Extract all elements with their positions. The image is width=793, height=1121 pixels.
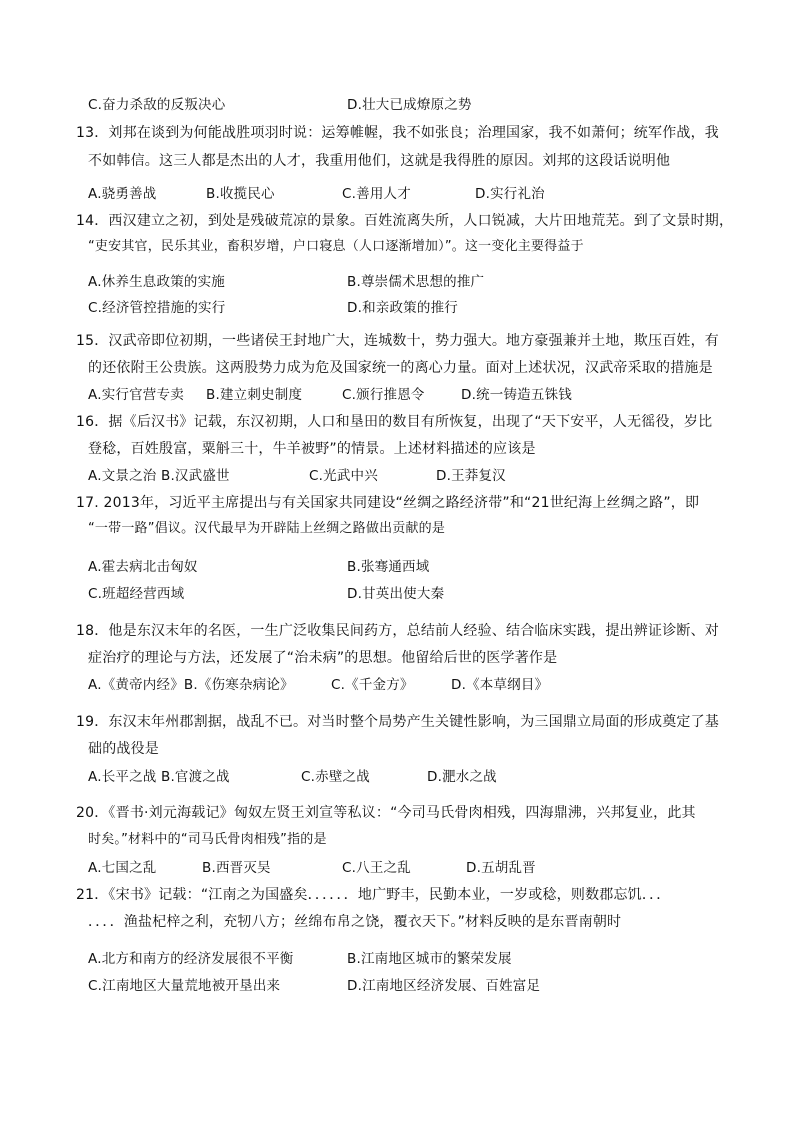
q13-option-d: D.实行礼治 — [475, 186, 545, 202]
q15-option-b: B.建立刺史制度 — [206, 387, 303, 403]
q17-stem-line1: 17. 2013年，习近平主席提出与有关国家共同建设“丝绸之路经济带”和“21世纪海上丝绸之路”，即 — [76, 495, 700, 511]
q16-stem-line1: 16．据《后汉书》记载，东汉初期，人口和垦田的数目有所恢复，出现了“天下安平，人无徭役，岁比 — [76, 414, 713, 430]
q18-option-d: D.《本草纲目》 — [451, 677, 549, 693]
q17-option-d: D.甘英出使大秦 — [347, 586, 445, 602]
q12-option-d: D.壮大已成燎原之势 — [347, 97, 472, 113]
q19-option-d: D.淝水之战 — [427, 769, 497, 785]
q20-stem-line1: 20．《晋书·刘元海载记》匈奴左贤王刘宣等私议：“今司马氏骨肉相残，四海鼎沸，兴邦复业，此其 — [76, 805, 696, 821]
q20-option-b: B.西晋灭吴 — [202, 860, 271, 876]
q20-option-a: A.七国之乱 — [88, 860, 157, 876]
q16-option-ab: A.文景之治 B.汉武盛世 — [88, 468, 230, 484]
q14-option-c: C.经济管控措施的实行 — [88, 300, 226, 316]
q18-option-ab: A.《黄帝内经》B.《伤寒杂病论》 — [88, 677, 294, 693]
q21-option-b: B.江南地区城市的繁荣发展 — [347, 951, 512, 967]
q20-option-c: C.八王之乱 — [342, 860, 411, 876]
q16-option-d: D.王莽复汉 — [436, 468, 506, 484]
q16-stem-line2: 登稔，百姓殷富，粟斛三十，牛羊被野”的情景。上述材料描述的应该是 — [88, 441, 536, 457]
q17-option-b: B.张骞通西域 — [347, 559, 430, 575]
q17-option-a: A.霍去病北击匈奴 — [88, 559, 198, 575]
q19-option-ab: A.长平之战 B.官渡之战 — [88, 769, 230, 785]
q21-stem-line2: ．．．．渔盐杞梓之利，充牣八方；丝绵布帛之饶，覆衣天下。”材料反映的是东晋南朝时 — [88, 914, 622, 930]
q14-option-b: B.尊崇儒术思想的推广 — [347, 274, 485, 290]
q21-option-c: C.江南地区大量荒地被开垦出来 — [88, 978, 281, 994]
q18-option-c: C.《千金方》 — [331, 677, 414, 693]
q18-stem-line1: 18．他是东汉末年的名医，一生广泛收集民间药方，总结前人经验、结合临床实践，提出辨证诊断、对 — [76, 623, 720, 639]
q14-stem-line2: “吏安其官，民乐其业，畜积岁增，户口寝息（人口逐渐增加）”。这一变化主要得益于 — [88, 239, 584, 254]
q14-stem-line1: 14．西汉建立之初，到处是残破荒凉的景象。百姓流离失所，人口锐减，大片田地荒芜。到了文景时期， — [76, 213, 734, 229]
q13-option-b: B.收揽民心 — [206, 186, 275, 202]
q15-option-a: A.实行官营专卖 — [88, 387, 184, 403]
q14-option-d: D.和亲政策的推行 — [347, 300, 458, 316]
q21-option-a: A.北方和南方的经济发展很不平衡 — [88, 951, 294, 967]
q19-option-c: C.赤壁之战 — [301, 769, 370, 785]
q20-option-d: D.五胡乱晋 — [466, 860, 536, 876]
q17-option-c: C.班超经营西域 — [88, 586, 185, 602]
q13-option-c: C.善用人才 — [342, 186, 411, 202]
q16-option-c: C.光武中兴 — [309, 468, 378, 484]
q12-option-c: C.奋力杀敌的反叛决心 — [88, 97, 226, 113]
q13-option-a: A.骁勇善战 — [88, 186, 157, 202]
q17-stem-line2: “一带一路”倡议。汉代最早为开辟陆上丝绸之路做出贡献的是 — [88, 521, 446, 536]
q18-stem-line2: 症治疗的理论与方法，还发展了“治未病”的思想。他留给后世的医学著作是 — [88, 650, 558, 666]
q19-stem-line1: 19．东汉末年州郡割据，战乱不已。对当时整个局势产生关键性影响，为三国鼎立局面的形成奠定了基 — [76, 714, 720, 730]
q13-stem-line2: 不如韩信。这三人都是杰出的人才，我重用他们，这就是我得胜的原因。刘邦的这段话说明他 — [88, 153, 671, 169]
q15-option-c: C.颁行推恩令 — [342, 387, 425, 403]
q15-stem-line1: 15．汉武帝即位初期，一些诸侯王封地广大，连城数十，势力强大。地方豪强兼并土地，欺压百姓，有 — [76, 333, 720, 349]
q19-stem-line2: 础的战役是 — [88, 741, 159, 757]
q15-option-d: D.统一铸造五铢钱 — [461, 387, 572, 403]
q21-option-d: D.江南地区经济发展、百姓富足 — [347, 978, 541, 994]
q15-stem-line2: 的还依附王公贵族。这两股势力成为危及国家统一的离心力量。面对上述状况，汉武帝采取的措施是 — [88, 360, 713, 376]
q20-stem-line2: 时矣。”材料中的“司马氏骨肉相残”指的是 — [88, 832, 327, 847]
q13-stem-line1: 13．刘邦在谈到为何能战胜项羽时说：运筹帷幄，我不如张良；治理国家，我不如萧何；统军作战，我 — [76, 125, 720, 141]
q14-option-a: A.休养生息政策的实施 — [88, 274, 225, 290]
q21-stem-line1: 21．《宋书》记载：“江南之为国盛矣．．．．．．地广野丰，民勤本业，一岁或稔，则数郡忘饥．．． — [76, 887, 671, 903]
